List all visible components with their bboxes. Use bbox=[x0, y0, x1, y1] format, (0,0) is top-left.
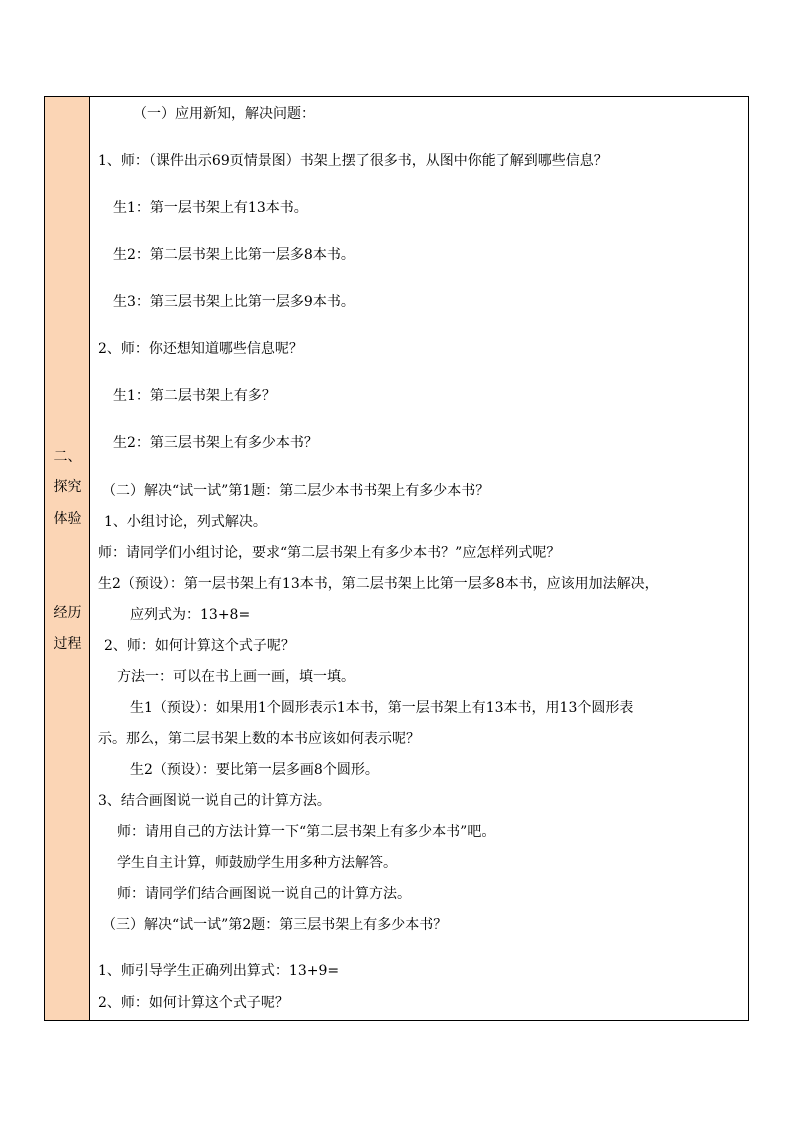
method-text: 方法一：可以在书上画一画，填一填。 bbox=[117, 669, 355, 685]
student-answer-continued: 示。那么，第二层书架上数的本书应该如何表示呢？ bbox=[98, 731, 420, 747]
step-text: 1、小组讨论，列式解决。 bbox=[104, 514, 267, 530]
content-cell bbox=[90, 97, 748, 1020]
student-answer: 生1（预设）：如果用1个圆形表示1本书，第一层书架上有13本书，用13个圆形表 bbox=[130, 700, 634, 716]
section-label-line-3: 经历 bbox=[53, 605, 82, 621]
section-label-line-4: 过程 bbox=[53, 636, 82, 652]
student-answer: 生3：第三层书架上比第一层多9本书。 bbox=[113, 294, 355, 310]
teacher-question: 1、师：（课件出示69页情景图）书架上摆了很多书，从图中你能了解到哪些信息？ bbox=[98, 153, 608, 169]
teacher-text: 师：请用自己的方法计算一下“第二层书架上有多少本书”吧。 bbox=[117, 824, 496, 840]
student-answer: 生2（预设）：第一层书架上有13本书，第二层书架上比第一层多8本书，应该用加法解决， bbox=[98, 576, 659, 592]
lesson-table bbox=[44, 96, 749, 1021]
teacher-question: 2、师：你还想知道哪些信息呢？ bbox=[98, 341, 303, 357]
step-text: 2、师：如何计算这个式子呢？ bbox=[98, 995, 289, 1011]
student-answer: 生2：第三层书架上有多少本书？ bbox=[113, 435, 318, 451]
section-label-line-1: 探究 bbox=[53, 479, 82, 495]
step-text: 1、师引导学生正确列出算式：13+9= bbox=[98, 963, 340, 979]
student-answer: 生2：第二层书架上比第一层多8本书。 bbox=[113, 247, 355, 263]
subsection-heading: （三）解决“试一试”第2题：第三层书架上有多少本书？ bbox=[102, 917, 448, 933]
student-answer: 生1：第一层书架上有13本书。 bbox=[113, 200, 308, 216]
subsection-heading: （二）解决“试一试”第1题：第二层少本书书架上有多少本书？ bbox=[102, 483, 490, 499]
formula-text: 应列式为：13+8= bbox=[130, 607, 251, 623]
section-label-cell bbox=[45, 97, 90, 1020]
student-answer: 生2（预设）：要比第一层多画8个圆形。 bbox=[130, 762, 379, 778]
step-text: 3、结合画图说一说自己的计算方法。 bbox=[98, 793, 331, 809]
subsection-heading: （一）应用新知，解决问题： bbox=[133, 106, 315, 122]
step-text: 2、师：如何计算这个式子呢？ bbox=[104, 638, 295, 654]
section-number: 二、 bbox=[53, 449, 82, 465]
teacher-text: 师：请同学们结合画图说一说自己的计算方法。 bbox=[117, 886, 411, 902]
teacher-text: 师：请同学们小组讨论，要求“第二层书架上有多少本书？”应怎样列式呢？ bbox=[98, 545, 561, 561]
activity-text: 学生自主计算，师鼓励学生用多种方法解答。 bbox=[117, 855, 397, 871]
student-answer: 生1：第二层书架上有多？ bbox=[113, 388, 276, 404]
section-label-line-2: 体验 bbox=[53, 511, 82, 527]
